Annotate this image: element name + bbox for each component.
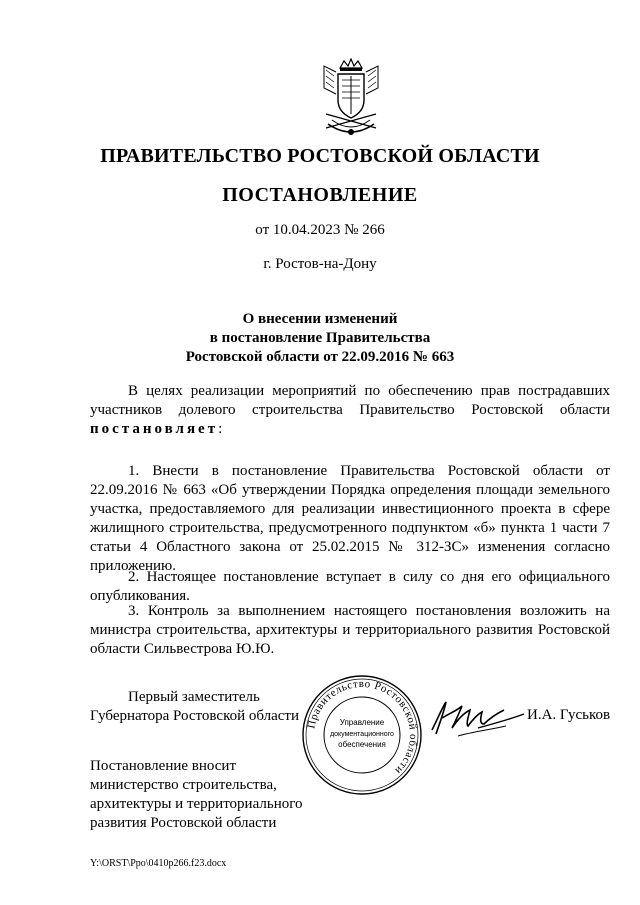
organization-title: ПРАВИТЕЛЬСТВО РОСТОВСКОЙ ОБЛАСТИ xyxy=(100,145,540,167)
date-number: от 10.04.2023 № 266 xyxy=(255,222,385,238)
signer-title-line: Губернатора Ростовской области xyxy=(90,708,300,724)
list-item xyxy=(90,462,610,576)
submitter-block xyxy=(90,757,330,833)
subject-line: О внесении изменений xyxy=(242,311,398,327)
signer-name: И.А. Гуськов xyxy=(527,707,611,723)
stamp-inner-line: Управление xyxy=(339,718,385,727)
stamp-inner-line: документационного xyxy=(330,731,394,738)
subject-heading xyxy=(0,310,640,367)
item-text: 3. Контроль за выполнением настоящего постановления возложить на министра строительства, архитектуры и территориального развития Ростовской области Сильвестрова Ю.Ю. xyxy=(90,603,610,657)
coat-of-arms-icon xyxy=(318,58,384,140)
city: г. Ростов-на-Дону xyxy=(263,256,377,272)
item-text: 2. Настоящее постановление вступает в силу со дня его официального опубликования. xyxy=(90,569,610,604)
document-type: ПОСТАНОВЛЕНИЕ xyxy=(222,184,418,206)
subject-line: в постановление Правительства xyxy=(209,330,431,346)
list-item xyxy=(90,602,610,659)
intro-paragraph xyxy=(90,382,610,439)
item-text: 1. Внести в постановление Правительства Ростовской области от 22.09.2016 № 663 «Об утверждении Порядка определения площади земельного участка, предоставляемого для реализации инвестиционного проекта в сфере жилищного строительства, предусмотренного подпунктом «б» пункта 1 части 7 статьи 4 Областного закона от 25.02.2015 № 312-ЗС» изменения согласно приложению. xyxy=(90,463,610,574)
stamp-outer-text: Правительство Ростовской области xyxy=(305,677,420,777)
stamp-inner-line: обеспечения xyxy=(338,740,386,749)
intro-colon: : xyxy=(218,421,223,437)
signer-title xyxy=(90,688,310,726)
submitter-line: развития Ростовской области xyxy=(90,815,277,831)
submitter-line: Постановление вносит xyxy=(90,758,237,774)
intro-text: В целях реализации мероприятий по обеспечению прав пострадавших участников долевого строительства Правительство Ростовской области xyxy=(90,383,610,418)
signer-title-line: Первый заместитель xyxy=(128,689,260,705)
handwritten-signature-icon xyxy=(428,688,528,748)
submitter-line: архитектуры и территориального xyxy=(90,796,303,812)
subject-line: Ростовской области от 22.09.2016 № 663 xyxy=(185,349,455,365)
submitter-line: министерство строительства, xyxy=(90,777,277,793)
file-path: Y:\ORST\Ppo\0410p266.f23.docx xyxy=(90,858,227,869)
list-item xyxy=(90,568,610,606)
intro-keyword: постановляет xyxy=(90,421,219,437)
